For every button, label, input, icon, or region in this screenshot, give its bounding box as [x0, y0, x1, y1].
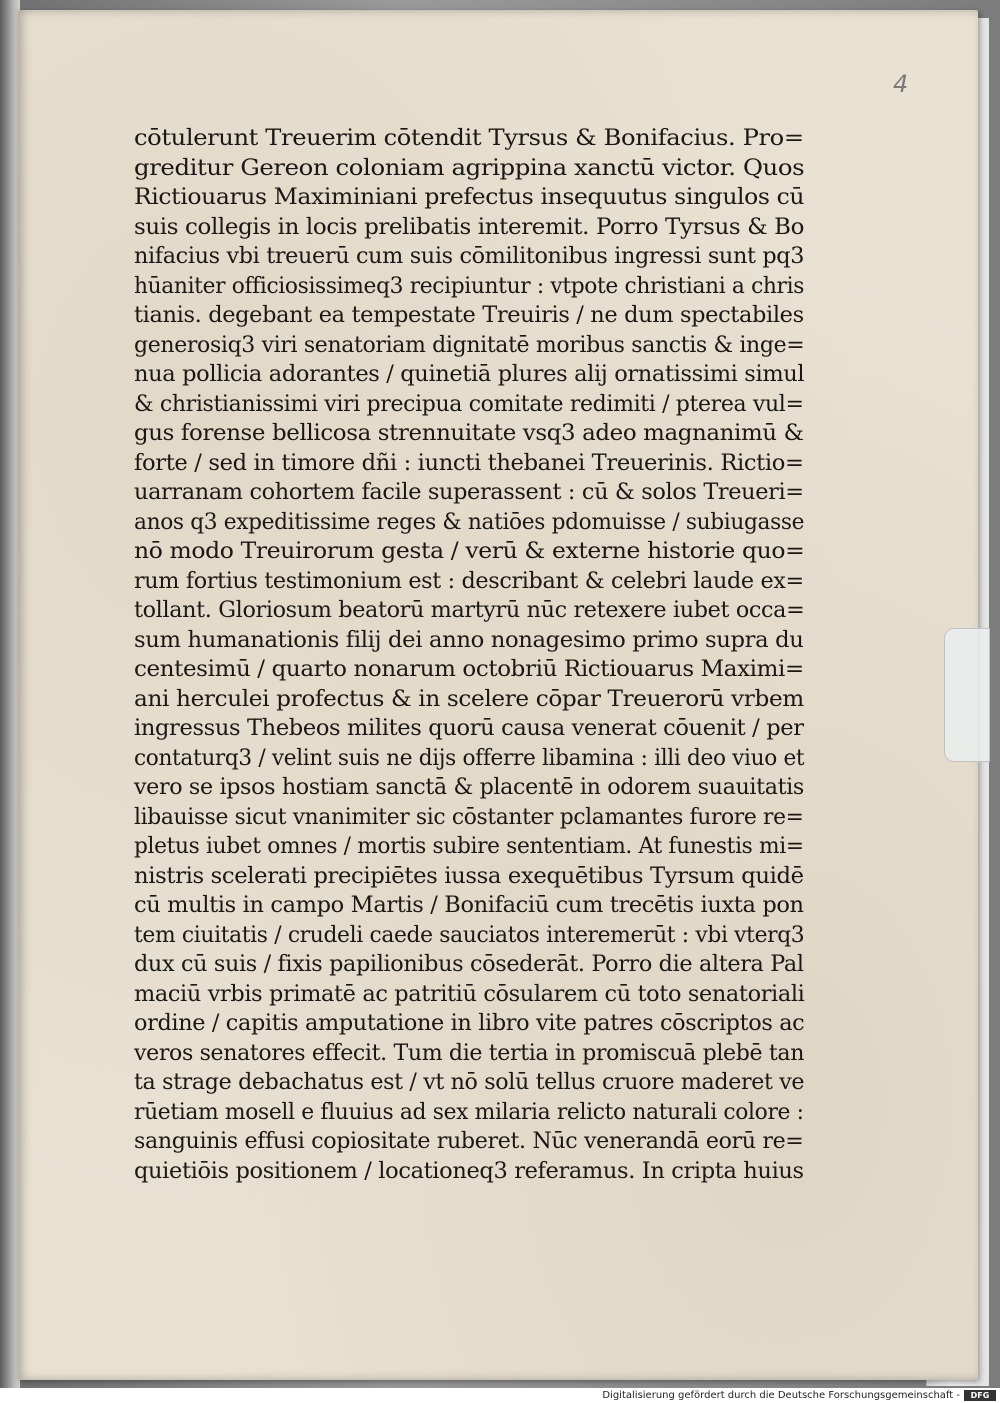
text-line: cōtulerunt Treuerim cōtendit Tyrsus & Bonifacius. Pro= — [134, 125, 804, 151]
text-line: rum fortius testimonium est : describant & celebri laude ex= — [134, 567, 804, 594]
text-line: sum humanationis filij dei anno nonagesimo primo supra du — [134, 626, 804, 653]
text-block — [134, 124, 804, 1186]
text-line: nifacius vbi treuerū cum suis cōmilitonibus ingressi sunt pq3 — [134, 243, 805, 269]
digitization-credit: Digitalisierung gefördert durch die Deutsche Forschungsgemeinschaft - — [602, 1390, 960, 1401]
text-line: quietiōis positionem / locationeq3 referamus. In cripta huius — [134, 1157, 804, 1184]
text-line: dux cū suis / fixis papilionibus cōsederāt. Porro die altera Pal — [134, 951, 804, 977]
text-line: pletus iubet omnes / mortis subire sententiam. At funestis mi= — [134, 833, 804, 859]
text-line: forte / sed in timore dñi : iuncti thebanei Treuerinis. Rictio= — [134, 449, 804, 476]
text-line: maciū vrbis primatē ac patritiū cōsularem cū toto senatoriali — [134, 980, 805, 1007]
text-line: ta strage debachatus est / vt nō solū tellus cruore maderet ve — [134, 1069, 805, 1095]
text-line: suis collegis in locis prelibatis interemit. Porro Tyrsus & Bo — [134, 213, 805, 240]
text-line: cū multis in campo Martis / Bonifaciū cum trecētis iuxta pon — [134, 892, 804, 918]
facing-page-edge — [0, 0, 20, 1388]
text-line: centesimū / quarto nonarum octobriū Rictiouarus Maximi= — [134, 656, 804, 682]
text-line: nistris scelerati precipiētes iussa exequētibus Tyrsum quidē — [134, 862, 804, 889]
text-line: uarranam cohortem facile superassent : cū & solos Treueri= — [134, 479, 804, 505]
text-line: ordine / capitis amputatione in libro vite patres cōscriptos ac — [134, 1010, 805, 1036]
text-line: & christianissimi viri precipua comitate redimiti / pterea vul= — [134, 390, 804, 417]
text-line: vero se ipsos hostiam sanctā & placentē in odorem suauitatis — [134, 774, 804, 800]
text-line: nua pollicia adorantes / quinetiā plures alij ornatissimi simul — [134, 361, 805, 387]
folio-number: 4 — [893, 70, 909, 98]
text-line: sanguinis effusi copiositate ruberet. Nūc venerandā eorū re= — [134, 1128, 804, 1154]
text-line: gus forense bellicosa strennuitate vsq3 adeo magnanimū & — [134, 420, 804, 446]
text-line: anos q3 expeditissime reges & natiōes pdomuisse / subiugasse — [134, 508, 805, 535]
text-line: tianis. degebant ea tempestate Treuiris / ne dum spectabiles — [134, 302, 804, 328]
text-line: tollant. Gloriosum beatorū martyrū nūc retexere iubet occa= — [134, 597, 805, 623]
text-line: contaturq3 / velint suis ne dijs offerre libamina : illi deo viuo et — [134, 744, 805, 771]
text-line: rūetiam mosell e fluuius ad sex milaria relicto naturali colore : — [134, 1098, 804, 1125]
text-line: Rictiouarus Maximiniani prefectus insequutus singulos cū — [134, 184, 805, 210]
page-tab-clip — [944, 628, 990, 762]
text-line: tem ciuitatis / crudeli caede sauciatos interemerūt : vbi vterq3 — [134, 921, 805, 948]
text-line: greditur Gereon coloniam agrippina xanctū victor. Quos — [134, 154, 805, 181]
text-line: hūaniter officiosissimeq3 recipiuntur : vtpote christiani a chris — [134, 272, 805, 299]
text-line: ani herculei profectus & in scelere cōpar Treuerorū vrbem — [134, 685, 804, 712]
dfg-logo: DFG — [964, 1390, 996, 1401]
text-line: nō modo Treuirorum gesta / verū & externe historie quo= — [134, 538, 805, 564]
text-line: generosiq3 viri senatoriam dignitatē moribus sanctis & inge= — [134, 331, 805, 358]
text-line: libauisse sicut vnanimiter sic cōstanter pclamantes furore re= — [134, 803, 804, 830]
text-line: veros senatores effecit. Tum die tertia in promiscuā plebē tan — [134, 1039, 805, 1066]
text-line: ingressus Thebeos milites quorū causa venerat cōuenit / per — [134, 715, 804, 741]
